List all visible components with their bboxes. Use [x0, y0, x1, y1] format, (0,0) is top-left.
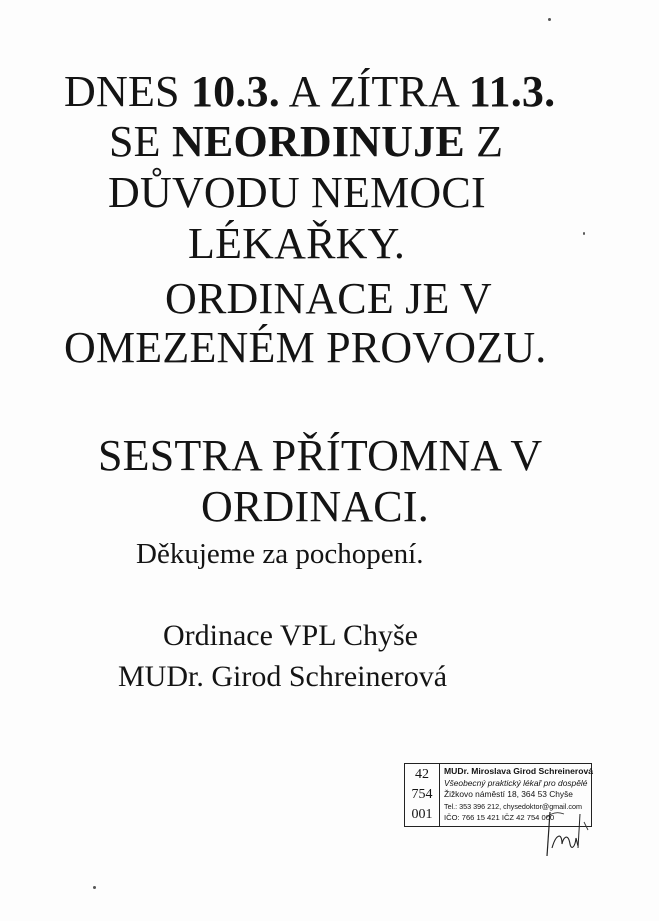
practice-name: Ordinace VPL Chyše [163, 619, 418, 652]
stamp-contact: Tel.: 353 396 212, chysedoktor@gmail.com [444, 801, 582, 811]
notice-line-1 [64, 67, 556, 116]
doctor-name: MUDr. Girod Schreinerová [118, 660, 448, 693]
stamp-role: Všeobecný praktický lékař pro dospělé [444, 777, 588, 788]
stamp-code-1: 42 [415, 767, 429, 782]
notice-line-7: SESTRA PŘÍTOMNA V [98, 431, 543, 480]
date-tomorrow: 11.3. [468, 67, 556, 116]
date-today: 10.3. [190, 67, 280, 116]
stamp-doctor-name: MUDr. Miroslava Girod Schreinerová [444, 766, 594, 776]
notice-line-4: LÉKAŘKY. [188, 219, 406, 268]
text-se: SE [109, 117, 172, 166]
thanks-text: Děkujeme za pochopení. [136, 538, 424, 570]
notice-line-3: DŮVODU NEMOCI [108, 168, 486, 217]
text-z: Z [464, 117, 504, 166]
stamp-code-3: 001 [411, 807, 433, 822]
scan-speck [93, 886, 96, 889]
handwritten-signature [540, 808, 600, 860]
notice-line-2 [109, 117, 504, 166]
scan-speck [583, 232, 585, 235]
stamp-code-2: 754 [411, 787, 433, 802]
notice-line-5: ORDINACE JE V [165, 274, 492, 323]
text-dnes: DNES [64, 67, 191, 116]
text-a-zitra: A ZÍTRA [279, 67, 469, 116]
scan-speck [548, 18, 551, 21]
notice-line-6: OMEZENÉM PROVOZU. [64, 323, 547, 372]
notice-line-8: ORDINACI. [201, 482, 429, 531]
text-neordinuje: NEORDINUJE [171, 117, 465, 166]
stamp-address: Žižkovo náměstí 18, 364 53 Chyše [444, 789, 573, 799]
stamp-code [405, 764, 440, 826]
stamp-ids: IČO: 766 15 421 IČZ 42 754 000 [444, 813, 555, 822]
